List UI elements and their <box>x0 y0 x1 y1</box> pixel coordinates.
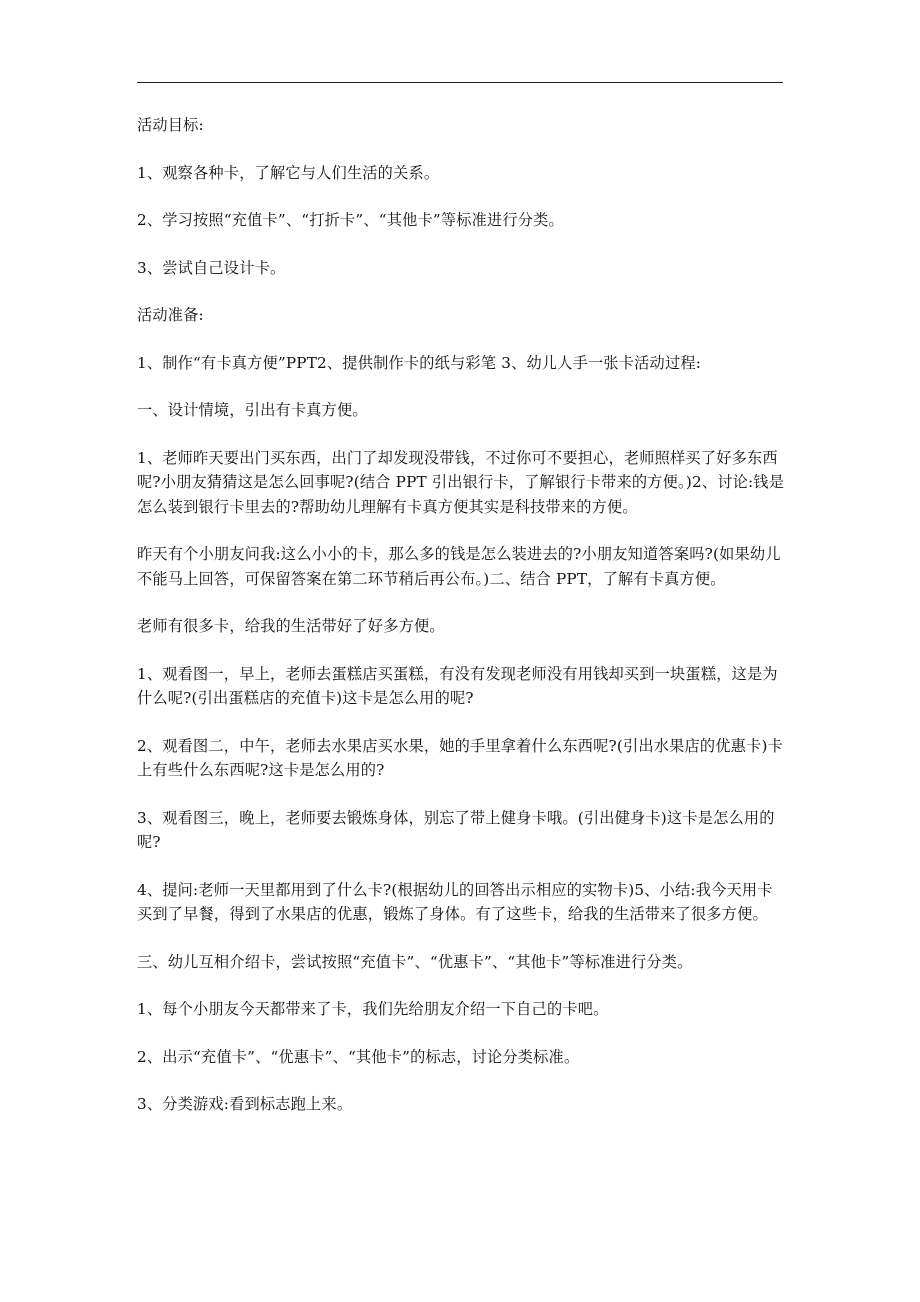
header-rule <box>137 82 783 83</box>
process-step-1-heading: 一、设计情境，引出有卡真方便。 <box>137 401 368 419</box>
process-step-3-heading: 三、幼儿互相介绍卡，尝试按照“充值卡”、“优惠卡”、“其他卡”等标准进行分类。 <box>137 952 693 971</box>
goal-item-3: 3、尝试自己设计卡。 <box>137 258 286 277</box>
process-paragraph: 2、观看图二，中午，老师去水果店买水果，她的手里拿着什么东西呢?(引出水果店的优惠卡)卡上有些什么东西呢?这卡是怎么用的? <box>137 736 783 779</box>
process-paragraph: 1、老师昨天要出门买东西，出门了却发现没带钱，不过你可不要担心，老师照样买了好多东西呢?小朋友猜猜这是怎么回事呢?(结合 PPT 引出银行卡，了解银行卡带来的方便。)2、讨论:钱是怎么装到银行卡里去的?帮助幼儿理解有卡真方便其实是科技带来的方便。 <box>137 448 785 516</box>
process-paragraph: 2、出示“充值卡”、“优惠卡”、“其他卡”的标志，讨论分类标准。 <box>137 1047 580 1066</box>
process-paragraph: 4、提问:老师一天里都用到了什么卡?(根据幼儿的回答出示相应的实物卡)5、小结:我今天用卡买到了早餐，得到了水果店的优惠，锻炼了身体。有了这些卡，给我的生活带来了很多方便。 <box>137 880 773 923</box>
process-paragraph: 1、观看图一，早上，老师去蛋糕店买蛋糕，有没有发现老师没有用钱却买到一块蛋糕，这是为什么呢?(引出蛋糕店的充值卡)这卡是怎么用的呢? <box>137 664 778 707</box>
document-body <box>137 113 785 1140</box>
process-paragraph: 老师有很多卡，给我的生活带好了好多方便。 <box>137 617 445 635</box>
goal-item-2: 2、学习按照“充值卡”、“打折卡”、“其他卡”等标准进行分类。 <box>137 211 564 229</box>
section-heading-preparation: 活动准备: <box>137 306 204 324</box>
goal-item-1: 1、观察各种卡，了解它与人们生活的关系。 <box>137 163 440 182</box>
preparation-items: 1、制作“有卡真方便”PPT2、提供制作卡的纸与彩笔 3、幼儿人手一张卡活动过程: <box>137 353 702 372</box>
process-paragraph: 1、每个小朋友今天都带来了卡，我们先给朋友介绍一下自己的卡吧。 <box>137 1000 609 1018</box>
process-paragraph: 3、观看图三，晚上，老师要去锻炼身体，别忘了带上健身卡哦。(引出健身卡)这卡是怎么用的呢? <box>137 808 775 851</box>
process-paragraph: 3、分类游戏:看到标志跑上来。 <box>137 1095 353 1113</box>
section-heading-goals: 活动目标: <box>137 116 204 134</box>
process-paragraph: 昨天有个小朋友问我:这么小小的卡，那么多的钱是怎么装进去的?小朋友知道答案吗?(如果幼儿不能马上回答，可保留答案在第二环节稍后再公布。)二、结合 PPT，了解有卡真方便。 <box>137 545 781 588</box>
